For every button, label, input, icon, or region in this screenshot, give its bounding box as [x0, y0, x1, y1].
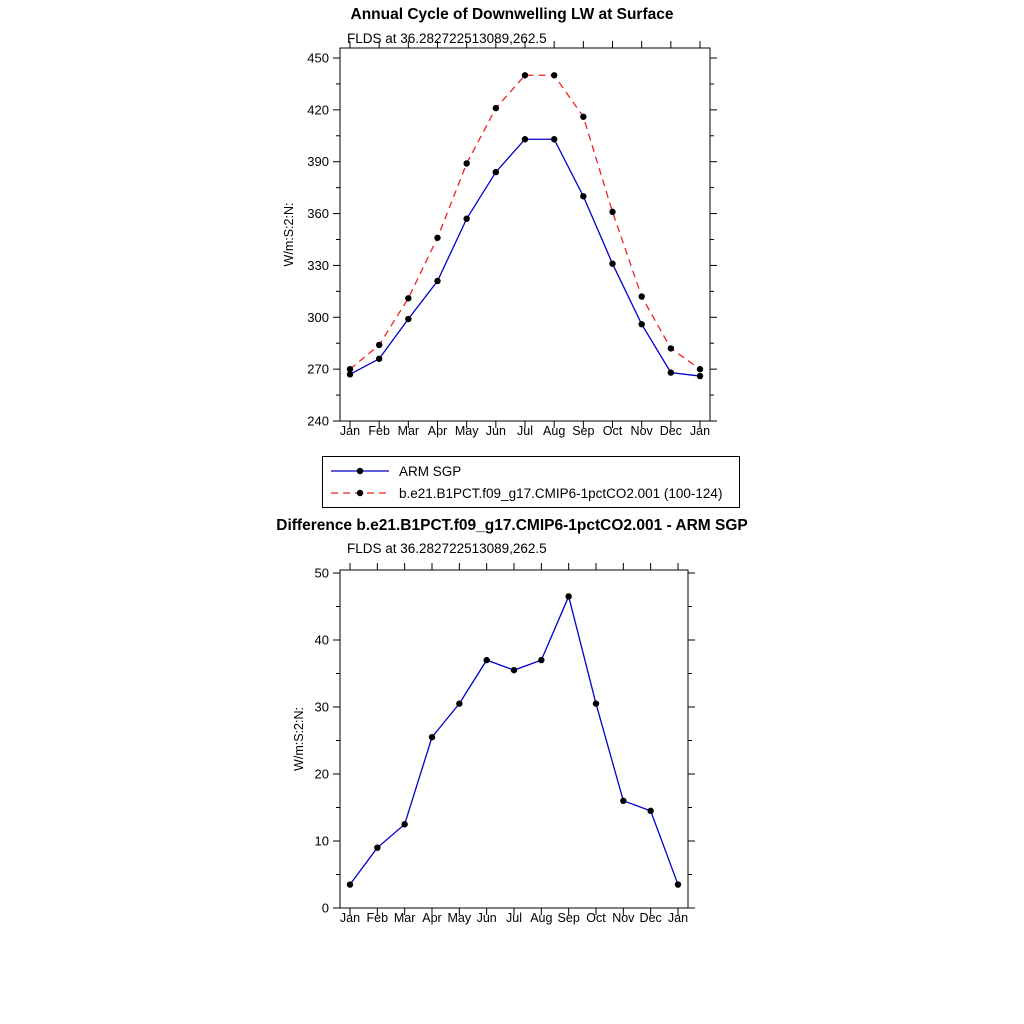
x-tick-label: Mar [393, 911, 416, 925]
x-tick-label: Dec [639, 911, 662, 925]
x-tick-label: Nov [630, 424, 653, 438]
x-tick-label: Jan [689, 424, 711, 438]
difference-plot [0, 556, 1024, 936]
legend-line-sample-solid [329, 464, 391, 478]
x-tick-label: Jan [339, 911, 361, 925]
x-tick-label: Aug [543, 424, 566, 438]
legend-line-sample-dashed [329, 486, 391, 500]
legend-box [322, 456, 740, 508]
bottom-chart-title: Difference b.e21.B1PCT.f09_g17.CMIP6-1pctCO2.001 - ARM SGP [276, 517, 748, 534]
series-markers [347, 593, 681, 888]
top-chart-title: Annual Cycle of Downwelling LW at Surface [350, 6, 674, 23]
top-chart-subtitle: FLDS at 36.282722513089,262.5 [347, 31, 547, 46]
plot-frame [340, 48, 710, 421]
x-tick-label: Apr [422, 911, 442, 925]
x-tick-label: Jul [517, 424, 533, 438]
bottom-chart-subtitle: FLDS at 36.282722513089,262.5 [347, 541, 547, 556]
y-tick-label: 450 [307, 50, 329, 66]
x-axis [340, 41, 710, 438]
y-tick-label: 300 [307, 309, 329, 325]
y-tick-label: 390 [307, 154, 329, 170]
y-axis [315, 566, 695, 916]
x-tick-label: Nov [612, 911, 635, 925]
legend-label-model: b.e21.B1PCT.f09_g17.CMIP6-1pctCO2.001 (100-124) [399, 485, 723, 501]
x-tick-label: Oct [586, 911, 606, 925]
y-tick-label: 240 [307, 413, 329, 429]
x-tick-label: Feb [366, 911, 389, 925]
series-line [350, 139, 700, 376]
x-tick-label: Sep [557, 911, 580, 925]
annual-cycle-plot [0, 0, 1024, 450]
y-tick-label: 40 [314, 632, 329, 648]
legend-label-arm-sgp: ARM SGP [399, 463, 462, 479]
series-line [350, 596, 678, 884]
series-line [350, 75, 700, 369]
series-markers [347, 72, 703, 372]
x-tick-label: Feb [368, 424, 390, 438]
x-tick-label: Oct [602, 424, 623, 438]
y-tick-label: 270 [307, 361, 329, 377]
y-tick-label: 360 [307, 206, 329, 222]
legend-item-arm-sgp [323, 460, 739, 482]
x-tick-label: Mar [397, 424, 420, 438]
y-tick-label: 30 [314, 699, 329, 715]
y-axis-title: W/m:S:2:N: [282, 202, 296, 267]
x-tick-label: Sep [572, 424, 595, 438]
x-tick-label: Jul [506, 911, 522, 925]
x-tick-label: May [454, 424, 479, 438]
x-tick-label: Apr [427, 424, 448, 438]
y-tick-label: 330 [307, 257, 329, 273]
y-tick-label: 50 [314, 565, 329, 581]
y-axis [307, 51, 717, 429]
x-tick-label: Jan [339, 424, 361, 438]
y-tick-label: 420 [307, 102, 329, 118]
x-tick-label: Jan [667, 911, 689, 925]
y-tick-label: 0 [321, 900, 329, 916]
y-axis-title: W/m:S:2:N: [292, 707, 306, 771]
series-markers [347, 136, 703, 379]
plot-frame [340, 570, 688, 908]
x-axis [340, 563, 688, 925]
y-tick-label: 20 [314, 766, 329, 782]
legend-item-model [323, 482, 739, 504]
y-tick-label: 10 [314, 833, 329, 849]
x-tick-label: Aug [530, 911, 553, 925]
x-tick-label: May [447, 911, 472, 925]
x-tick-label: Jun [485, 424, 506, 438]
x-tick-label: Dec [659, 424, 682, 438]
x-tick-label: Jun [476, 911, 497, 925]
